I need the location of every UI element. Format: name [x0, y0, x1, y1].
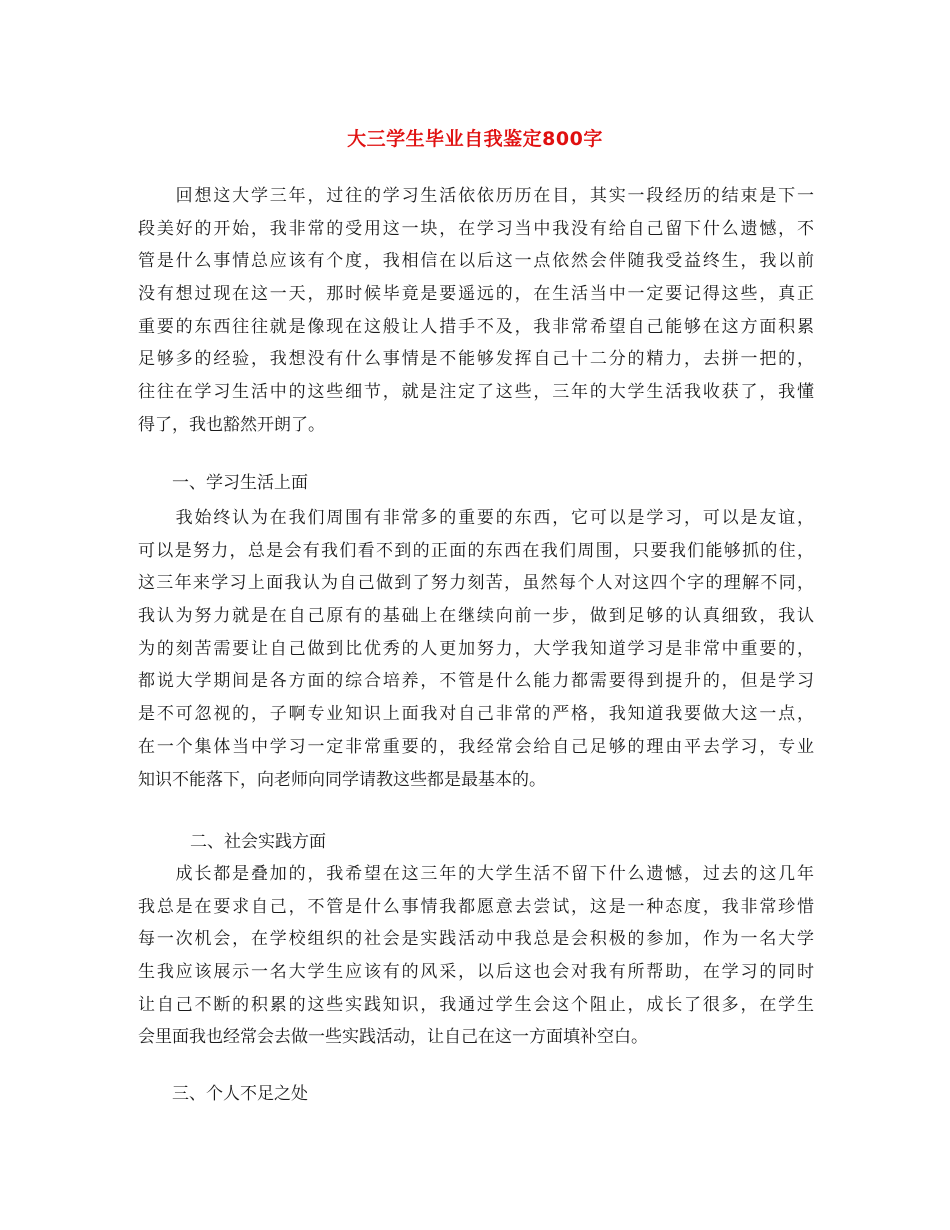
paragraph-practice [138, 858, 814, 1054]
document-title: 大三学生毕业自我鉴定800字 [347, 128, 603, 150]
text-line: 让自己不断的积累的这些实践知识，我通过学生会这个阻止，成长了很多，在学生 [138, 994, 814, 1015]
text-line: 这三年来学习上面我认为自己做到了努力刻苦，虽然每个人对这四个字的理解不同， [138, 573, 814, 594]
text-line: 每一次机会，在学校组织的社会是实践活动中我总是会积极的参加，作为一名大学 [138, 929, 814, 950]
text-line: 生我应该展示一名大学生应该有的风采，以后这也会对我有所帮助，在学习的同时 [138, 962, 814, 983]
section-heading-study: 一、学习生活上面 [172, 473, 308, 493]
text-line: 可以是努力，总是会有我们看不到的正面的东西在我们周围，只要我们能够抓的住， [138, 540, 814, 561]
text-line: 我总是在要求自己，不管是什么事情我都愿意去尝试，这是一种态度，我非常珍惜 [138, 896, 814, 917]
section-heading-practice: 二、社会实践方面 [190, 832, 326, 852]
text-line: 段美好的开始，我非常的受用这一块，在学习当中我没有给自己留下什么遗憾，不 [138, 218, 814, 239]
text-line: 我始终认为在我们周围有非常多的重要的东西，它可以是学习，可以是友谊， [138, 508, 814, 528]
text-line: 我认为努力就是在自己原有的基础上在继续向前一步，做到足够的认真细致，我认 [138, 606, 814, 627]
text-line: 得了，我也豁然开朗了。 [138, 414, 325, 435]
text-line: 足够多的经验，我想没有什么事情是不能够发挥自己十二分的精力，去拼一把的， [138, 349, 814, 370]
text-line: 在一个集体当中学习一定非常重要的，我经常会给自己足够的理由平去学习，专业 [138, 736, 814, 757]
paragraph-intro [138, 180, 814, 442]
text-line: 都说大学期间是各方面的综合培养，不管是什么能力都需要得到提升的，但是学习 [138, 671, 814, 692]
text-line: 没有想过现在这一天，那时候毕竟是要遥远的，在生活当中一定要记得这些，真正 [138, 284, 814, 305]
text-line: 知识不能落下，向老师向同学请教这些都是最基本的。 [138, 769, 546, 790]
text-line: 重要的东西往往就是像现在这般让人措手不及，我非常希望自己能够在这方面积累 [138, 316, 814, 337]
text-line: 管是什么事情总应该有个度，我相信在以后这一点依然会伴随我受益终生，我以前 [138, 251, 814, 272]
section-heading-shortcomings: 三、个人不足之处 [172, 1084, 308, 1104]
text-line: 会里面我也经常会去做一些实践活动，让自己在这一方面填补空白。 [138, 1027, 648, 1048]
text-line: 回想这大学三年，过往的学习生活依依历历在目，其实一段经历的结束是下一 [138, 186, 814, 206]
text-line: 为的刻苦需要让自己做到比优秀的人更加努力，大学我知道学习是非常中重要的， [138, 638, 814, 659]
text-line: 成长都是叠加的，我希望在这三年的大学生活不留下什么遗憾，过去的这几年 [138, 864, 814, 884]
text-line: 是不可忽视的，子啊专业知识上面我对自己非常的严格，我知道我要做大这一点， [138, 704, 814, 725]
paragraph-study [138, 502, 814, 796]
text-line: 往往在学习生活中的这些细节，就是注定了这些，三年的大学生活我收获了，我懂 [138, 382, 814, 403]
